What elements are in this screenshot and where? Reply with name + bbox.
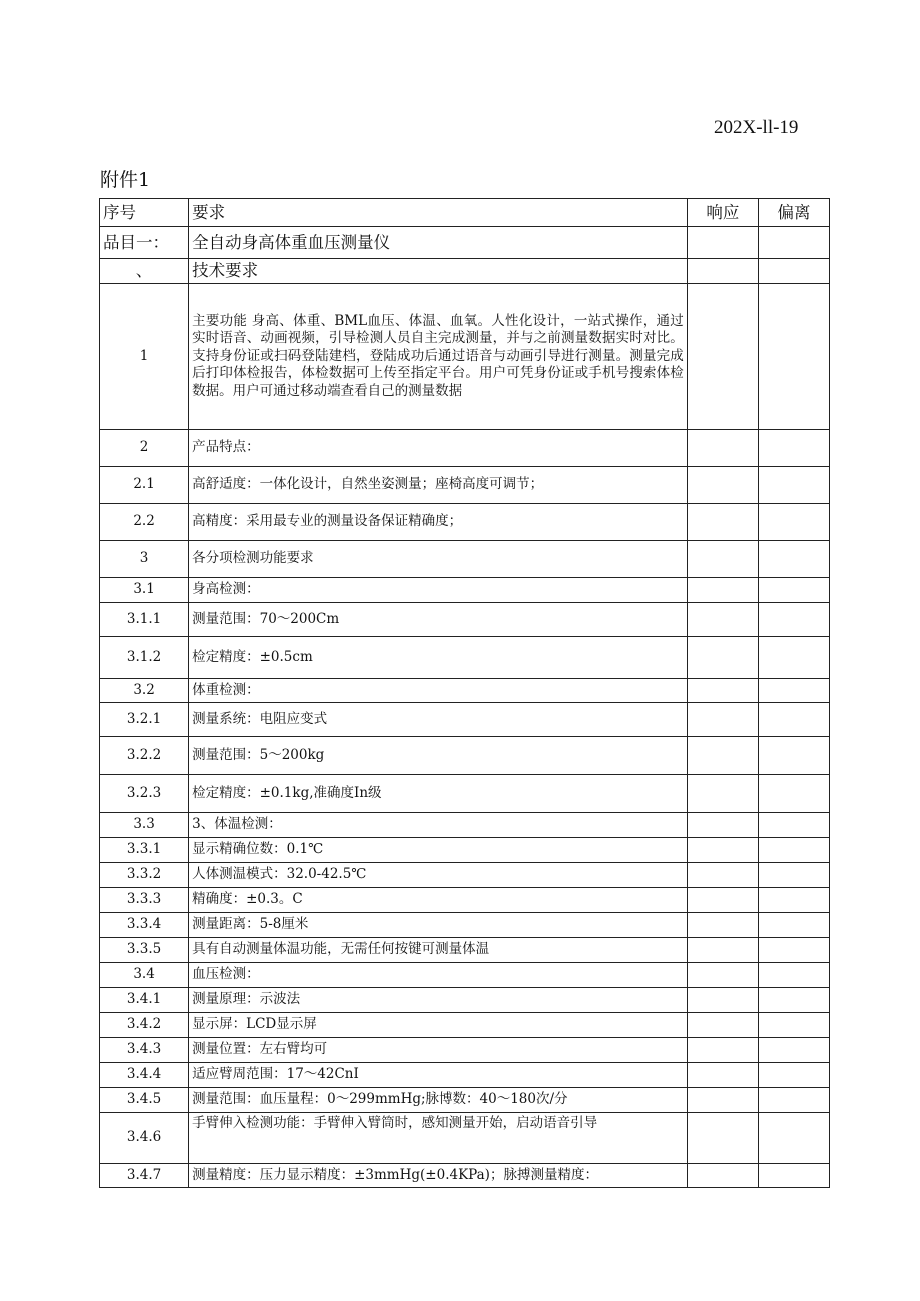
row-response: [687, 1038, 758, 1063]
table-row: [100, 813, 830, 838]
row-no: 3.2.3: [100, 775, 189, 813]
row-requirement: 测量范围：血压量程：0～299mmHg;脉博数：40～180次/分: [189, 1088, 688, 1113]
row-requirement: 检定精度：±0.5cm: [189, 637, 688, 679]
row-no: 2.1: [100, 467, 189, 504]
row-deviation: [758, 1113, 829, 1164]
row-requirement: 产品特点：: [189, 430, 688, 467]
table-row: [100, 1013, 830, 1038]
row-requirement: 全自动身高体重血压测量仪: [189, 227, 688, 259]
header-no: 序号: [100, 199, 189, 227]
row-response: [687, 775, 758, 813]
row-no: 3.1.2: [100, 637, 189, 679]
table-row: [100, 541, 830, 578]
table-row: [100, 679, 830, 703]
row-deviation: [758, 679, 829, 703]
row-deviation: [758, 467, 829, 504]
row-requirement: 测量距离：5-8厘米: [189, 913, 688, 938]
table-row: [100, 838, 830, 863]
row-no: 3.4.6: [100, 1113, 189, 1164]
header-deviation: 偏离: [758, 199, 829, 227]
row-no: 、: [100, 259, 189, 284]
row-deviation: [758, 863, 829, 888]
row-deviation: [758, 430, 829, 467]
row-requirement: 显示屏：LCD显示屏: [189, 1013, 688, 1038]
table-row: [100, 430, 830, 467]
row-deviation: [758, 637, 829, 679]
table-row: [100, 227, 830, 259]
table-row: [100, 603, 830, 637]
table-row: [100, 578, 830, 603]
row-no: 品目一：: [100, 227, 189, 259]
row-response: [687, 813, 758, 838]
row-requirement: 体重检测：: [189, 679, 688, 703]
row-deviation: [758, 838, 829, 863]
row-no: 3.4.4: [100, 1063, 189, 1088]
row-response: [687, 1013, 758, 1038]
row-response: [687, 1063, 758, 1088]
row-deviation: [758, 504, 829, 541]
row-no: 3.2.2: [100, 737, 189, 775]
row-requirement: 检定精度：±0.1kg,准确度In级: [189, 775, 688, 813]
row-no: 3.2: [100, 679, 189, 703]
row-requirement: 高精度：采用最专业的测量设备保证精确度；: [189, 504, 688, 541]
row-no: 3: [100, 541, 189, 578]
row-deviation: [758, 1038, 829, 1063]
row-deviation: [758, 737, 829, 775]
row-no: 3.4.5: [100, 1088, 189, 1113]
table-row: [100, 467, 830, 504]
row-requirement: 精确度：±0.3。C: [189, 888, 688, 913]
row-requirement: 高舒适度：一体化设计，自然坐姿测量；座椅高度可调节；: [189, 467, 688, 504]
row-response: [687, 1113, 758, 1164]
row-no: 2.2: [100, 504, 189, 541]
row-requirement: 测量位置：左右臂均可: [189, 1038, 688, 1063]
row-no: 3.3.3: [100, 888, 189, 913]
table-row: [100, 284, 830, 430]
row-no: 3.3.5: [100, 938, 189, 963]
table-row: [100, 1088, 830, 1113]
table-row: [100, 963, 830, 988]
row-response: [687, 541, 758, 578]
row-requirement: 3、体温检测：: [189, 813, 688, 838]
row-deviation: [758, 813, 829, 838]
table-header-row: [100, 199, 830, 227]
row-no: 3.2.1: [100, 703, 189, 737]
document-date: 202X-ll-19: [714, 117, 799, 138]
row-no: 3.4.3: [100, 1038, 189, 1063]
row-no: 3.3: [100, 813, 189, 838]
table-row: [100, 1038, 830, 1063]
row-no: 3.3.1: [100, 838, 189, 863]
row-no: 3.3.4: [100, 913, 189, 938]
header-requirement: 要求: [189, 199, 688, 227]
row-requirement: 测量范围：5～200kg: [189, 737, 688, 775]
row-response: [687, 467, 758, 504]
row-response: [687, 259, 758, 284]
table-row: [100, 703, 830, 737]
row-requirement: 测量系统：电阻应变式: [189, 703, 688, 737]
row-deviation: [758, 703, 829, 737]
row-requirement: 血压检测：: [189, 963, 688, 988]
row-response: [687, 504, 758, 541]
row-requirement: 各分项检测功能要求: [189, 541, 688, 578]
row-response: [687, 938, 758, 963]
table-row: [100, 775, 830, 813]
table-row: [100, 637, 830, 679]
row-requirement: 人体测温模式：32.0-42.5℃: [189, 863, 688, 888]
row-response: [687, 578, 758, 603]
row-deviation: [758, 227, 829, 259]
row-no: 3.1.1: [100, 603, 189, 637]
row-response: [687, 703, 758, 737]
row-response: [687, 838, 758, 863]
row-response: [687, 863, 758, 888]
table-row: [100, 504, 830, 541]
row-response: [687, 1088, 758, 1113]
row-requirement: 手臂伸入检测功能：手臂伸入臂筒时，感知测量开始，启动语音引导: [189, 1113, 688, 1164]
row-response: [687, 1164, 758, 1188]
row-deviation: [758, 775, 829, 813]
attachment-label: 附件1: [100, 169, 151, 191]
row-deviation: [758, 1088, 829, 1113]
row-response: [687, 737, 758, 775]
row-requirement: 测量原理：示波法: [189, 988, 688, 1013]
row-deviation: [758, 1164, 829, 1188]
row-no: 3.4.7: [100, 1164, 189, 1188]
row-no: 3.4.1: [100, 988, 189, 1013]
table-row: [100, 1063, 830, 1088]
table-row: [100, 1164, 830, 1188]
table-row: [100, 938, 830, 963]
row-response: [687, 430, 758, 467]
row-deviation: [758, 259, 829, 284]
table-row: [100, 737, 830, 775]
row-response: [687, 988, 758, 1013]
row-requirement: 测量精度：压力显示精度：±3mmHg(±0.4KPa)；脉搏测量精度：: [189, 1164, 688, 1188]
row-response: [687, 637, 758, 679]
row-requirement: 测量范围：70～200Cm: [189, 603, 688, 637]
row-deviation: [758, 1063, 829, 1088]
requirements-table: [99, 198, 830, 1188]
table-row: [100, 259, 830, 284]
row-deviation: [758, 938, 829, 963]
row-deviation: [758, 284, 829, 430]
row-no: 3.1: [100, 578, 189, 603]
row-no: 1: [100, 284, 189, 430]
row-no: 3.3.2: [100, 863, 189, 888]
row-requirement: 技术要求: [189, 259, 688, 284]
row-requirement: 身高检测：: [189, 578, 688, 603]
row-deviation: [758, 578, 829, 603]
table-row: [100, 988, 830, 1013]
row-no: 3.4: [100, 963, 189, 988]
row-response: [687, 888, 758, 913]
row-response: [687, 679, 758, 703]
row-response: [687, 913, 758, 938]
table-row: [100, 913, 830, 938]
row-requirement: 具有自动测量体温功能，无需任何按键可测量体温: [189, 938, 688, 963]
row-response: [687, 603, 758, 637]
row-deviation: [758, 1013, 829, 1038]
row-requirement: 显示精确位数：0.1℃: [189, 838, 688, 863]
row-response: [687, 963, 758, 988]
row-response: [687, 227, 758, 259]
row-deviation: [758, 541, 829, 578]
row-deviation: [758, 603, 829, 637]
header-response: 响应: [687, 199, 758, 227]
table-row: [100, 1113, 830, 1164]
row-no: 2: [100, 430, 189, 467]
table-row: [100, 888, 830, 913]
row-deviation: [758, 988, 829, 1013]
table-row: [100, 863, 830, 888]
row-deviation: [758, 888, 829, 913]
row-requirement: 适应臂周范围：17～42CnI: [189, 1063, 688, 1088]
row-deviation: [758, 913, 829, 938]
row-no: 3.4.2: [100, 1013, 189, 1038]
row-requirement: 主要功能 身高、体重、BML血压、体温、血氧。人性化设计，一站式操作，通过实时语音、动画视频，引导检测人员自主完成测量，并与之前测量数据实时对比。支持身份证或扫码登陆建档，登陆成功后通过语音与动画引导进行测量。测量完成后打印体检报告，体检数据可上传至指定平台。用户可凭身份证或手机号搜索体检数据。用户可通过移动端查看自己的测量数据: [189, 284, 688, 430]
row-deviation: [758, 963, 829, 988]
row-response: [687, 284, 758, 430]
